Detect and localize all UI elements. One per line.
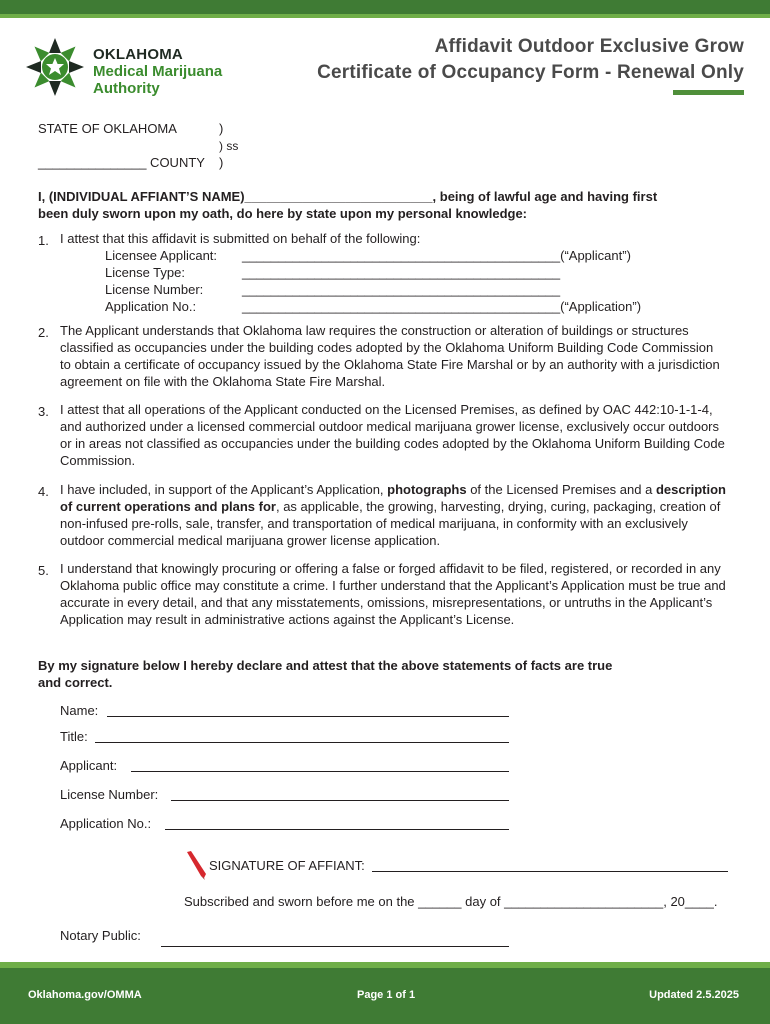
signature-of-affiant-field[interactable] <box>372 871 728 872</box>
sig-application-no-label: Application No.: <box>60 816 152 831</box>
item-number-5: 5. <box>38 563 49 578</box>
venue-paren-1: ) <box>219 121 224 136</box>
title-field[interactable] <box>95 742 509 743</box>
intro-line-2: been duly sworn upon my oath, do here by state upon my personal knowledge: <box>38 206 528 221</box>
title-underline <box>673 90 744 95</box>
item-number-1: 1. <box>38 233 49 248</box>
omma-star-logo-icon <box>24 36 86 98</box>
logo-line-medical-marijuana: Medical Marijuana <box>93 63 223 80</box>
application-no-field[interactable]: ____________________________________________(“Application”) <box>242 299 642 314</box>
notary-public-label: Notary Public: <box>60 928 141 943</box>
name-label: Name: <box>60 703 99 718</box>
signature-of-affiant-label: SIGNATURE OF AFFIANT: <box>209 858 365 873</box>
sig-license-number-label: License Number: <box>60 787 159 802</box>
item-number-3: 3. <box>38 404 49 419</box>
item-number-4: 4. <box>38 484 49 499</box>
license-type-field[interactable]: ____________________________________________ <box>242 265 561 280</box>
title-label: Title: <box>60 729 88 744</box>
license-number-label: License Number: <box>105 282 204 297</box>
sig-license-number-field[interactable] <box>171 800 509 801</box>
logo-line-oklahoma: OKLAHOMA <box>93 46 183 63</box>
notary-public-field[interactable] <box>161 946 509 947</box>
item-5-text: I understand that knowingly procuring or offering a false or forged affidavit to be filed, registered, or recorded in any Oklahoma public office may constitute a crime. I further understand that the Applicant’s Application must be true and accurate in every detail, and that any misstatements, omissions, misrepresentations, or untruths in the Applicant’s Application may result in administrative actions against the Applicant’s License. <box>60 561 726 627</box>
header-band <box>0 0 770 14</box>
venue-state: STATE OF OKLAHOMA <box>38 121 177 136</box>
item-4-photographs: photographs <box>387 482 467 497</box>
venue-ss: ) ss <box>219 139 239 153</box>
licensee-applicant-field[interactable]: ____________________________________________(“Applicant”) <box>242 248 631 263</box>
item-3-text: I attest that all operations of the Applicant conducted on the Licensed Premises, as defined by OAC 442:10-1-1-4, and authorized under a licensed commercial outdoor medical marijuana grower license, exclusively occur outdoors or in areas not classified as occupancies under the building codes adopted by the Oklahoma Uniform Building Code Commission. <box>60 402 725 468</box>
form-title-line1: Affidavit Outdoor Exclusive Grow <box>434 36 744 57</box>
logo-line-authority: Authority <box>93 80 160 97</box>
sworn-statement: Subscribed and sworn before me on the ______ day of ______________________, 20____. <box>184 894 718 909</box>
header-accent-band <box>0 14 770 18</box>
item-4-part-e: , as applicable, the growing, harvesting, drying, curing, packaging, creation of non-infused pre-rolls, sale, transfer, and transportation of medical marijuana, in conformity with an exclusively outdoor commercial medical marijuana grower license application. <box>60 499 721 548</box>
applicant-field[interactable] <box>131 771 509 772</box>
item-1-text: I attest that this affidavit is submitted on behalf of the following: <box>60 231 421 246</box>
application-no-label: Application No.: <box>105 299 197 314</box>
footer-page-number: Page 1 of 1 <box>357 989 416 1001</box>
footer-updated-date: Updated 2.5.2025 <box>649 989 739 1001</box>
item-4-text <box>60 481 726 549</box>
form-title-line2: Certificate of Occupancy Form - Renewal Only <box>317 62 744 83</box>
intro-line-1: I, (INDIVIDUAL AFFIANT’S NAME)__________________________, being of lawful age and having first <box>38 189 658 204</box>
item-number-2: 2. <box>38 325 49 340</box>
license-type-label: License Type: <box>105 265 185 280</box>
applicant-label: Applicant: <box>60 758 118 773</box>
form-title <box>317 34 744 86</box>
venue-paren-3: ) <box>219 155 224 170</box>
sig-application-no-field[interactable] <box>165 829 509 830</box>
license-number-field[interactable]: ____________________________________________ <box>242 282 561 297</box>
item-4-part-a: I have included, in support of the Applicant’s Application, <box>60 482 388 497</box>
venue-county: _______________ COUNTY <box>38 155 205 170</box>
declaration-line-2: and correct. <box>38 675 113 690</box>
omma-wordmark <box>93 46 222 97</box>
item-4-part-c: of the Licensed Premises and a <box>466 482 656 497</box>
declaration-line-1: By my signature below I hereby declare and attest that the above statements of facts are true <box>38 658 613 673</box>
item-4-description: description of current operations and plans for <box>60 482 727 514</box>
item-2-text: The Applicant understands that Oklahoma law requires the construction or alteration of buildings or structures classified as occupancies under the building codes adopted by the Oklahoma Uniform Building Code Commission to obtain a certificate of occupancy issued by the Oklahoma State Fire Marshal or by an authority with a jurisdiction agreement on file with the Oklahoma State Fire Marshal. <box>60 323 720 389</box>
name-field[interactable] <box>107 716 509 717</box>
footer-band <box>0 968 770 1024</box>
licensee-applicant-label: Licensee Applicant: <box>105 248 218 263</box>
footer-website-link[interactable]: Oklahoma.gov/OMMA <box>28 989 142 1001</box>
pen-icon <box>184 850 210 880</box>
